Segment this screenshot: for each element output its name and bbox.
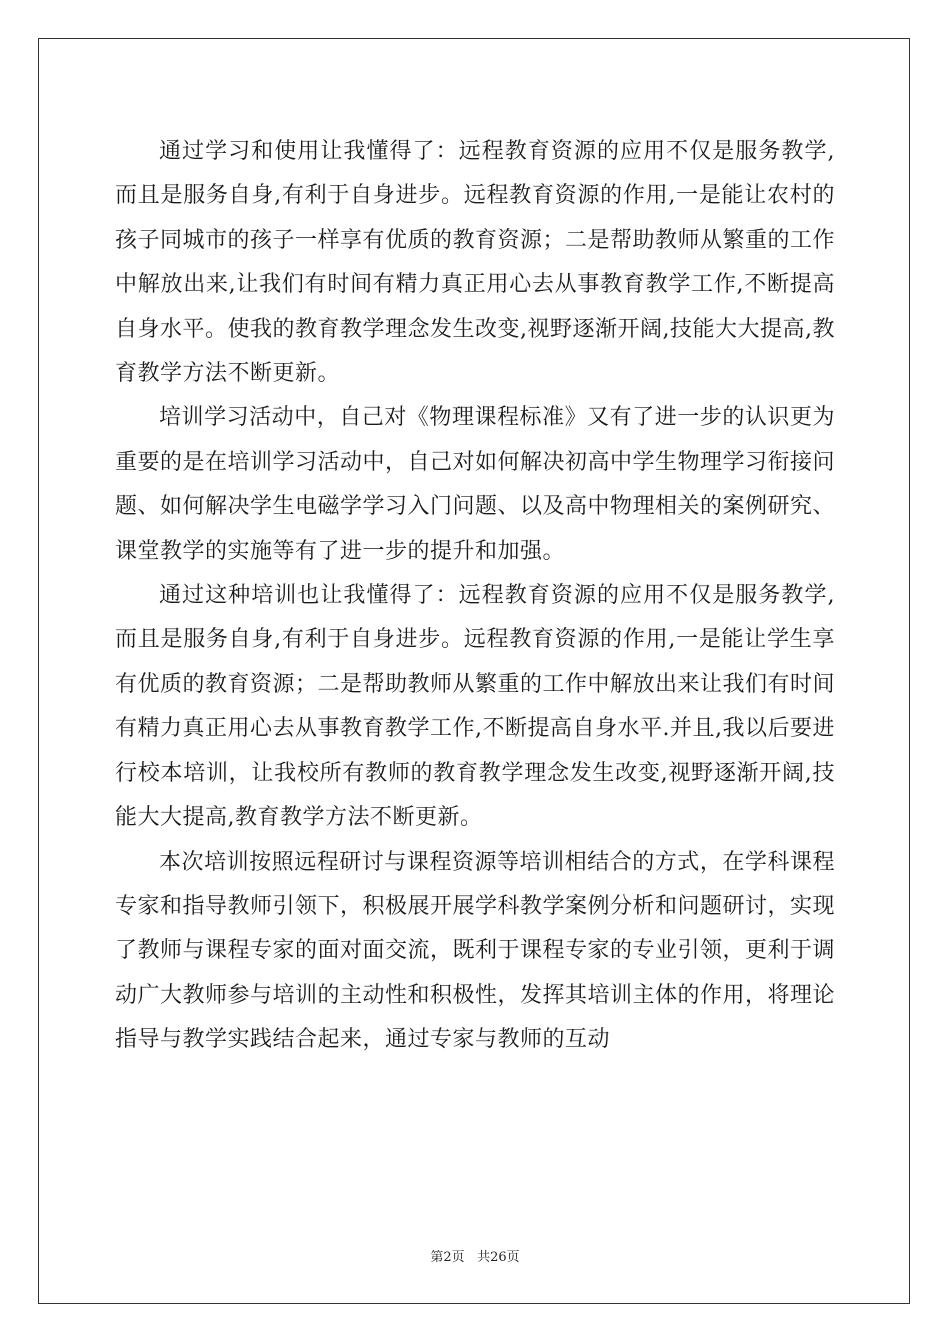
footer-spacer <box>465 1250 477 1265</box>
page-number-total: 共26页 <box>477 1250 520 1265</box>
document-body <box>115 130 835 1063</box>
page-footer <box>0 1246 950 1265</box>
paragraph-4: 本次培训按照远程研讨与课程资源等培训相结合的方式，在学科课程专家和指导教师引领下，积极展开展学科教学案例分析和问题研讨，实现了教师与课程专家的面对面交流，既利于课程专家的专业引领，更利于调动广大教师参与培训的主动性和积极性，发挥其培训主体的作用，将理论指导与教学实践结合起来，通过专家与教师的互动 <box>115 849 836 1053</box>
paragraph-1: 通过学习和使用让我懂得了：远程教育资源的应用不仅是服务教学,而且是服务自身,有利于自身进步。远程教育资源的作用,一是能让农村的孩子同城市的孩子一样享有优质的教育资源；二是帮助教师从繁重的工作中解放出来,让我们有时间有精力真正用心去从事教育教学工作,不断提高自身水平。使我的教育教学理念发生改变,视野逐渐开阔,技能大大提高,教育教学方法不断更新。 <box>115 139 836 387</box>
page-number-current: 第2页 <box>430 1250 465 1265</box>
paragraph-3: 通过这种培训也让我懂得了：远程教育资源的应用不仅是服务教学,而且是服务自身,有利于自身进步。远程教育资源的作用,一是能让学生享有优质的教育资源；二是帮助教师从繁重的工作中解放出来让我们有时间有精力真正用心去从事教育教学工作,不断提高自身水平.并且,我以后要进行校本培训，让我校所有教师的教育教学理念发生改变,视野逐渐开阔,技能大大提高,教育教学方法不断更新。 <box>115 583 836 831</box>
paragraph-2: 培训学习活动中，自己对《物理课程标准》又有了进一步的认识更为重要的是在培训学习活动中，自己对如何解决初高中学生物理学习衔接问题、如何解决学生电磁学学习入门问题、以及高中物理相关的案例研究、课堂教学的实施等有了进一步的提升和加强。 <box>115 405 836 564</box>
